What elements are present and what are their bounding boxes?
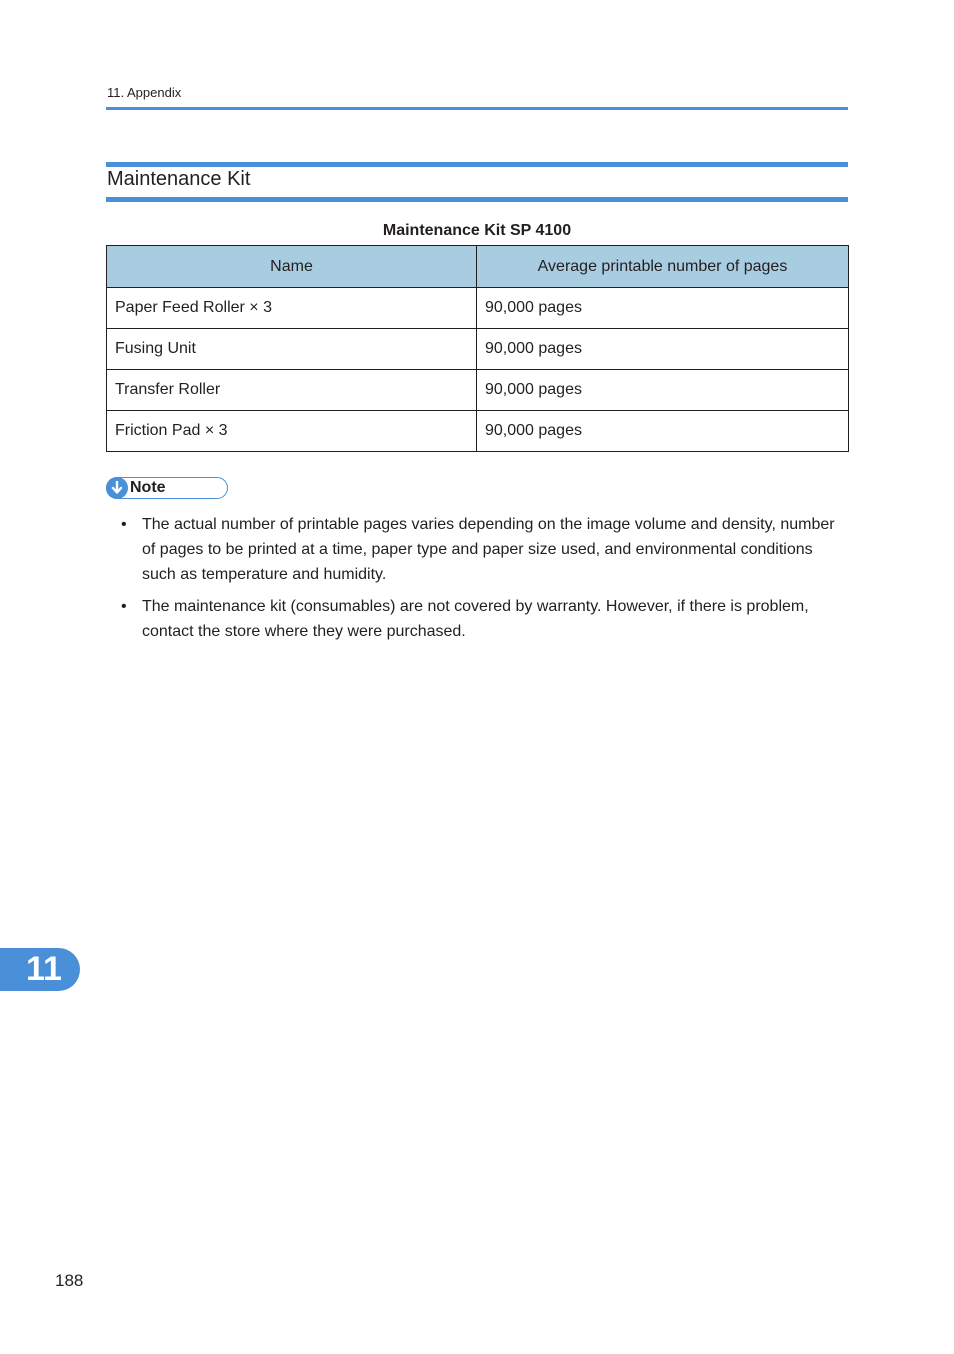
table-header-row <box>107 246 849 288</box>
header-rule <box>106 107 848 110</box>
column-header-pages: Average printable number of pages <box>477 246 849 288</box>
cell-name: Transfer Roller <box>107 370 477 411</box>
cell-pages: 90,000 pages <box>477 411 849 452</box>
list-item <box>121 512 848 587</box>
page-number: 188 <box>55 1271 84 1290</box>
column-header-name: Name <box>107 246 477 288</box>
section-rule-top <box>106 162 848 167</box>
table-row <box>107 411 849 452</box>
cell-pages: 90,000 pages <box>477 370 849 411</box>
running-header: 11. Appendix <box>107 85 182 100</box>
note-list <box>121 512 848 651</box>
bullet-icon: • <box>121 598 127 615</box>
section-rule-bottom <box>106 197 848 202</box>
chapter-number: 11 <box>26 950 62 988</box>
cell-pages: 90,000 pages <box>477 329 849 370</box>
list-item <box>121 594 848 644</box>
note-label: Note <box>130 479 166 496</box>
note-badge <box>106 477 228 499</box>
note-text: The actual number of printable pages varies depending on the image volume and density, number of pages to be printed at a time, paper type and paper size used, and environmental conditions such as temperature and humidity. <box>142 516 835 583</box>
table-row <box>107 329 849 370</box>
table-caption: Maintenance Kit SP 4100 <box>382 222 572 239</box>
table-row <box>107 288 849 329</box>
maintenance-kit-table <box>106 245 849 452</box>
table-row <box>107 370 849 411</box>
bullet-icon: • <box>121 516 127 533</box>
note-text: The maintenance kit (consumables) are not covered by warranty. However, if there is problem, contact the store where they were purchased. <box>142 598 809 640</box>
down-arrow-icon <box>106 477 128 499</box>
cell-name: Friction Pad × 3 <box>107 411 477 452</box>
cell-name: Paper Feed Roller × 3 <box>107 288 477 329</box>
section-title: Maintenance Kit <box>107 168 251 190</box>
cell-pages: 90,000 pages <box>477 288 849 329</box>
cell-name: Fusing Unit <box>107 329 477 370</box>
